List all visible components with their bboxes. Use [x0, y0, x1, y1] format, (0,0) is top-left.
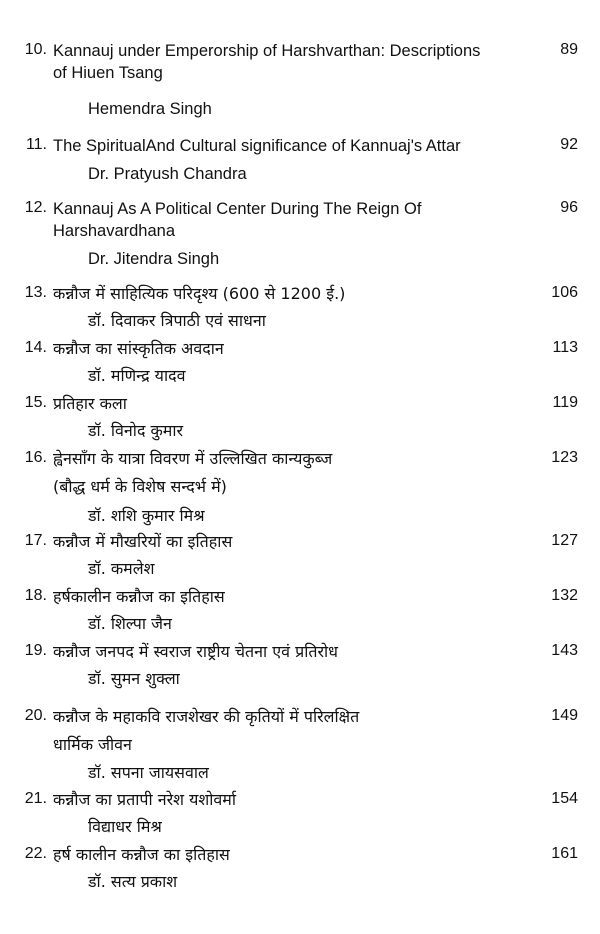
entry-title-line: कन्नौज में साहित्यिक परिदृश्य (600 से 1200 ई.) [53, 284, 346, 303]
entry-author: Hemendra Singh [88, 100, 212, 118]
entry-author: डॉ. सपना जायसवाल [88, 763, 209, 782]
entry-title [53, 641, 493, 663]
entry-author: डॉ. विनोद कुमार [88, 421, 184, 440]
entry-author: डॉ. शिल्पा जैन [88, 614, 172, 633]
entry-author: डॉ. शशि कुमार मिश्र [88, 506, 205, 525]
entry-title-line: Kannauj As A Political Center During The Reign Of [53, 200, 422, 218]
entry-title-line: Kannauj under Emperorship of Harshvarthan: Descriptions [53, 42, 481, 60]
entry-page-number: 96 [560, 199, 578, 216]
entry-author: Dr. Jitendra Singh [88, 250, 220, 268]
entry-author: डॉ. दिवाकर त्रिपाठी एवं साधना [88, 311, 266, 330]
entry-page-number: 127 [551, 532, 578, 549]
entry-title-line: Harshavardhana [53, 222, 175, 240]
entry-title-line: हर्ष कालीन कन्नौज का इतिहास [53, 845, 230, 864]
entry-page-number: 123 [551, 449, 578, 466]
entry-number: 19. [24, 642, 47, 659]
entry-number: 10. [24, 41, 47, 58]
entry-title [53, 198, 493, 242]
entry-title-line: The SpiritualAnd Cultural significance of Kannuaj's Attar [53, 137, 461, 155]
entry-author: डॉ. सत्य प्रकाश [88, 872, 178, 891]
entry-page-number: 149 [551, 707, 578, 724]
entry-number: 22. [24, 845, 47, 862]
entry-author: Dr. Pratyush Chandra [88, 165, 247, 183]
entry-title [53, 706, 493, 756]
entry-page-number: 89 [560, 41, 578, 58]
entry-number: 11. [25, 136, 47, 153]
entry-number: 21. [24, 790, 47, 807]
entry-number: 15. [24, 394, 47, 411]
entry-title [53, 531, 493, 553]
entry-number: 13. [24, 284, 47, 301]
entry-title [53, 40, 493, 84]
entry-number: 17. [24, 532, 47, 549]
entry-page-number: 92 [560, 136, 578, 153]
entry-title [53, 448, 493, 498]
entry-title-line: ह्वेनसाँग के यात्रा विवरण में उल्लिखित कान्यकुब्ज [53, 449, 333, 468]
entry-title-line: (बौद्ध धर्म के विशेष सन्दर्भ में) [53, 477, 227, 496]
entry-page-number: 161 [551, 845, 578, 862]
entry-number: 12. [24, 199, 47, 216]
entry-title [53, 283, 493, 305]
entry-title [53, 393, 493, 415]
entry-page-number: 113 [552, 339, 578, 356]
entry-title [53, 586, 493, 608]
entry-author: डॉ. मणिन्द्र यादव [88, 366, 186, 385]
entry-title-line: कन्नौज जनपद में स्वराज राष्ट्रीय चेतना एवं प्रतिरोध [53, 642, 339, 661]
entry-number: 16. [24, 449, 47, 466]
entry-number: 14. [24, 339, 47, 356]
entry-title-line: प्रतिहार कला [53, 394, 127, 413]
entry-page-number: 132 [551, 587, 578, 604]
entry-title [53, 844, 493, 866]
entry-author: विद्याधर मिश्र [88, 817, 162, 836]
entry-page-number: 119 [552, 394, 578, 411]
entry-number: 20. [24, 707, 47, 724]
entry-title-line: हर्षकालीन कन्नौज का इतिहास [53, 587, 225, 606]
entry-title-line: कन्नौज का प्रतापी नरेश यशोवर्मा [53, 790, 237, 809]
entry-title-line: कन्नौज में मौखरियों का इतिहास [53, 532, 233, 551]
entry-number: 18. [24, 587, 47, 604]
entry-page-number: 106 [551, 284, 578, 301]
entry-author: डॉ. सुमन शुक्ला [88, 669, 180, 688]
entry-page-number: 154 [551, 790, 578, 807]
entry-title [53, 338, 493, 360]
entry-author: डॉ. कमलेश [88, 559, 155, 578]
entry-title-line: कन्नौज के महाकवि राजशेखर की कृतियों में परिलक्षित [53, 707, 360, 726]
entry-title [53, 789, 493, 811]
entry-title [53, 135, 493, 157]
entry-title-line: of Hiuen Tsang [53, 64, 163, 82]
entry-title-line: कन्नौज का सांस्कृतिक अवदान [53, 339, 224, 358]
entry-title-line: धार्मिक जीवन [53, 735, 132, 754]
entry-page-number: 143 [551, 642, 578, 659]
